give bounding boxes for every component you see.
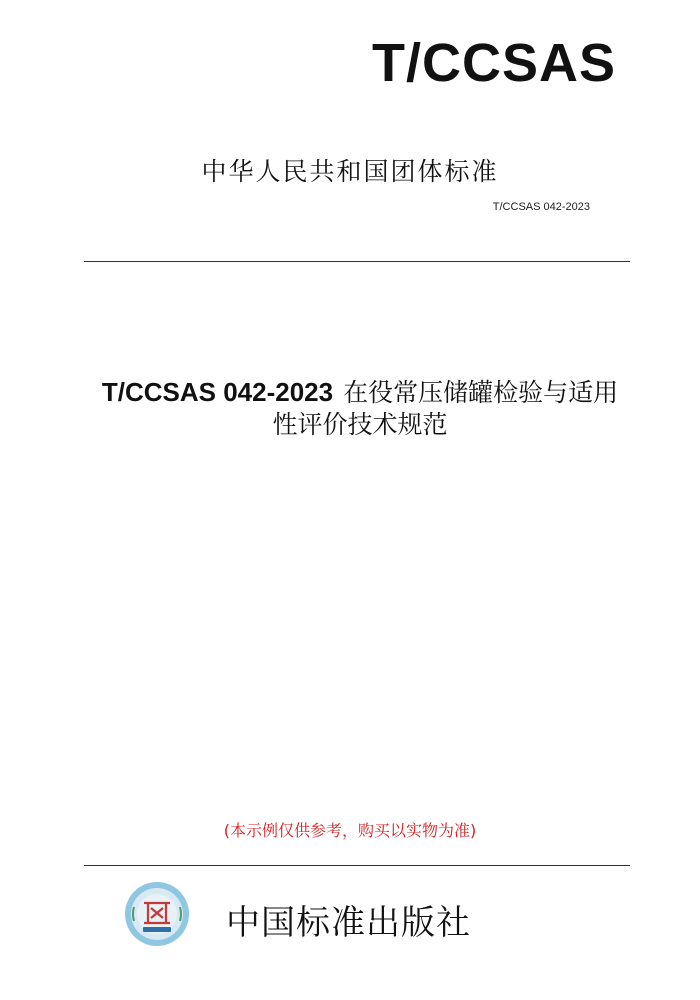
org-code-logo: T/CCSAS bbox=[371, 33, 616, 93]
title-line-1 bbox=[30, 376, 690, 409]
document-title bbox=[30, 376, 690, 441]
top-divider bbox=[84, 261, 630, 262]
title-line-2: 性评价技术规范 bbox=[272, 410, 448, 439]
bottom-divider bbox=[84, 865, 630, 866]
title-text-1: 在役常压储罐检验与适用 bbox=[343, 378, 619, 407]
title-code: T/CCSAS 042-2023 bbox=[101, 377, 334, 407]
sample-note: (本示例仅供参考，购买以实物为准) bbox=[223, 821, 477, 840]
publisher-name: 中国标准出版社 bbox=[226, 903, 471, 943]
publisher-seal-icon bbox=[124, 881, 190, 947]
standard-number: T/CCSAS 042-2023 bbox=[492, 201, 590, 213]
standard-category: 中华人民共和国团体标准 bbox=[201, 157, 499, 186]
